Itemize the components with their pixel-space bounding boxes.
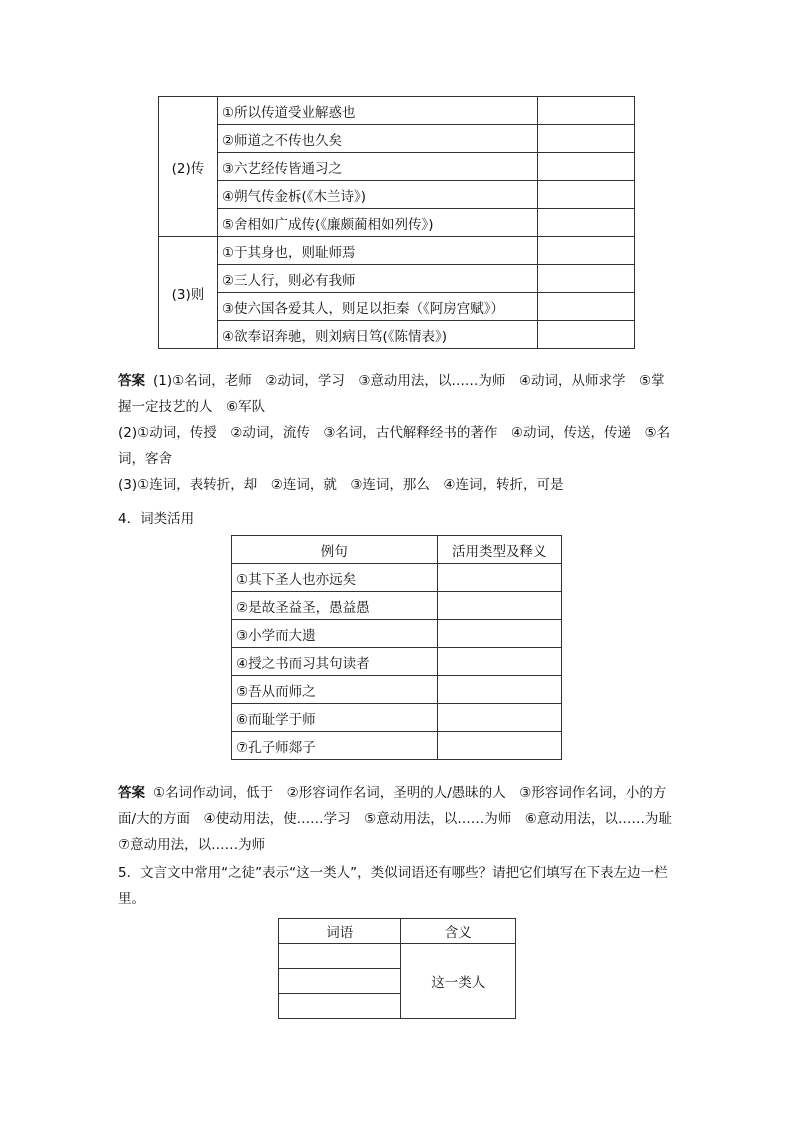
table-row (159, 265, 635, 293)
example-sentence: ②师道之不传也久矣 (217, 125, 538, 153)
section-4-heading: 4．词类活用 (118, 511, 195, 527)
table-row (159, 181, 635, 209)
answer-text: ①名词作动词，低于 ②形容词作名词，圣明的人/愚昧的人 ③形容词作名词，小的方面/大的方面 ④使动用法，使……学习 ⑤意动用法，以……为师 ⑥意动用法，以……为耻 ⑦意动用法，以……为师 (118, 785, 686, 853)
example-sentence: ④朔气传金柝(《木兰诗》) (217, 181, 538, 209)
answer-text: (1)①名词，老师 ②动词，学习 ③意动用法，以……为师 ④动词，从师求学 ⑤掌握一定技艺的人 ⑥军队 (118, 373, 665, 415)
answer-cell (538, 181, 635, 209)
table-row (279, 944, 516, 969)
table-header-row (279, 919, 516, 944)
answer-cell (538, 237, 635, 265)
table-similar-words (278, 918, 516, 1019)
section-5-heading: 5．文言文中常用“之徒”表示“这一类人”，类似词语还有哪些？请把它们填写在下表左边一栏里。 (118, 865, 668, 907)
answer-cell (538, 293, 635, 321)
answer-line: (2)①动词，传授 ②动词，流传 ③名词，古代解释经书的著作 ④动词，传送，传递 ⑤名词，客舍 (118, 425, 671, 467)
table-row (232, 620, 562, 648)
example-sentence: ③六艺经传皆通习之 (217, 153, 538, 181)
example-sentence: ⑥而耻学于师 (232, 704, 438, 732)
answer-cell (437, 564, 561, 592)
example-sentence: ⑤吾从而师之 (232, 676, 438, 704)
answer-cell (437, 704, 561, 732)
answer-cell (538, 265, 635, 293)
table-row (159, 153, 635, 181)
table-word-class (231, 535, 562, 760)
answer-cell (437, 732, 561, 760)
example-sentence: ④授之书而习其句读者 (232, 648, 438, 676)
answer-cell (538, 97, 635, 125)
example-sentence: ③使六国各爱其人，则足以拒秦（《阿房宫赋》） (217, 293, 538, 321)
example-sentence: ①其下圣人也亦远矣 (232, 564, 438, 592)
table-row (232, 704, 562, 732)
answer-cell (437, 592, 561, 620)
answer-label: 答案 (118, 373, 145, 389)
answer-block-1 (118, 368, 678, 498)
example-sentence: ⑦孔子师郯子 (232, 732, 438, 760)
answer-cell (437, 620, 561, 648)
example-sentence: ①所以传道受业解惑也 (217, 97, 538, 125)
word-cell (279, 969, 401, 994)
table-row (159, 237, 635, 265)
table-row (232, 564, 562, 592)
column-header: 词语 (279, 919, 401, 944)
example-sentence: ②是故圣益圣，愚益愚 (232, 592, 438, 620)
example-sentence: ⑤舍相如广成传(《廉颇蔺相如列传》) (217, 209, 538, 237)
answer-label: 答案 (118, 785, 145, 801)
answer-block-2 (118, 780, 686, 858)
answer-cell (538, 153, 635, 181)
table-row (159, 293, 635, 321)
answer-cell (538, 125, 635, 153)
example-sentence: ④欲奉诏奔驰，则刘病日笃(《陈情表》) (217, 321, 538, 349)
answer-cell (437, 648, 561, 676)
group-label-chuan: (2)传 (159, 97, 218, 237)
table-row (232, 592, 562, 620)
table-header-row (232, 536, 562, 564)
answer-cell (437, 676, 561, 704)
example-sentence: ①于其身也，则耻师焉 (217, 237, 538, 265)
table-row (232, 676, 562, 704)
column-header: 例句 (232, 536, 438, 564)
table-row (159, 209, 635, 237)
word-cell (279, 994, 401, 1019)
answer-cell (538, 321, 635, 349)
table-row (232, 732, 562, 760)
column-header: 活用类型及释义 (437, 536, 561, 564)
table-chuan-ze (158, 96, 635, 349)
word-cell (279, 944, 401, 969)
table-row (232, 648, 562, 676)
group-label-ze: (3)则 (159, 237, 218, 349)
table-row (159, 321, 635, 349)
example-sentence: ③小学而大遗 (232, 620, 438, 648)
answer-cell (538, 209, 635, 237)
answer-line (118, 368, 678, 420)
meaning-cell: 这一类人 (401, 944, 516, 1019)
table-row (159, 97, 635, 125)
column-header: 含义 (401, 919, 516, 944)
answer-line: (3)①连词，表转折，却 ②连词，就 ③连词，那么 ④连词，转折，可是 (118, 477, 564, 493)
table-row (159, 125, 635, 153)
example-sentence: ②三人行，则必有我师 (217, 265, 538, 293)
